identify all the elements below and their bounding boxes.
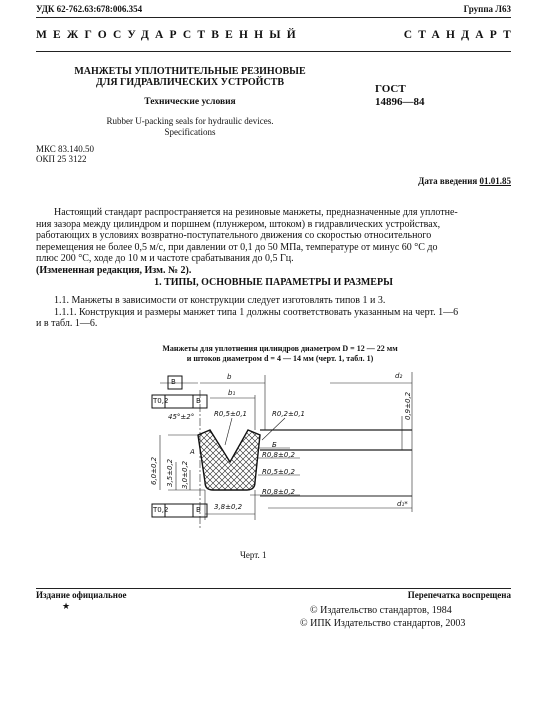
footer-rule <box>36 588 511 589</box>
radius-5: R0,8±0,2 <box>262 488 295 496</box>
revision-note: (Измененная редакция, Изм. № 2). <box>36 264 192 276</box>
dim-3-0: 3,0±0,2 <box>181 460 189 489</box>
seal-profile <box>198 430 260 490</box>
figure-caption-line-2: и штоков диаметром d = 4 — 14 мм (черт. 1, табл. 1) <box>186 353 374 363</box>
radius-3: R0,8±0,2 <box>262 451 295 459</box>
clause-1-1-text: 1.1. Манжеты в зависимости от конструкции следует изготовлять типов 1 и 3. <box>54 295 386 306</box>
intro-date-label: Дата введения <box>418 176 478 186</box>
section-a: A <box>190 448 195 456</box>
banner-right: СТАНДАРТ <box>403 29 517 41</box>
dim-b1: b₁ <box>228 389 236 397</box>
tolerance-top: T0,2 <box>153 397 169 405</box>
dim-3-5: 3,5±0,2 <box>166 458 174 487</box>
mks-code: МКС 83.140.50 <box>36 144 95 154</box>
dim-d2: d₂ <box>395 372 403 380</box>
dim-0-9: 0,9±0,2 <box>404 391 412 420</box>
radius-2: R0,2±0,1 <box>272 410 305 418</box>
dim-6-0: 6,0±0,2 <box>150 456 158 485</box>
tolerance-bottom-datum: B <box>196 506 201 514</box>
subtitle: Технические условия <box>144 97 236 107</box>
copyright-2003: © ИПК Издательство стандартов, 2003 <box>300 618 466 629</box>
gost-label: ГОСТ <box>375 83 406 95</box>
radius-1: R0,5±0,1 <box>214 410 247 418</box>
udk-code: УДК 62-762.63:678:006.354 <box>36 4 143 14</box>
dim-3-8: 3,8±0,2 <box>214 503 243 511</box>
scope-line-4: перемещения не более 0,5 м/с, при давлении от 0,1 до 50 МПа, температуре от минус 60 °С до <box>36 241 438 253</box>
okp-code: ОКП 25 3122 <box>36 154 87 164</box>
title-line-1: МАНЖЕТЫ УПЛОТНИТЕЛЬНЫЕ РЕЗИНОВЫЕ <box>74 66 306 77</box>
angle-label: 45°±2° <box>168 413 195 421</box>
scope-line-1: Настоящий стандарт распространяется на резиновые манжеты, предназначенные для уплотне- <box>54 207 458 218</box>
gost-number: 14896—84 <box>375 96 425 108</box>
scope-line-3: работающих в условиях возвратно-поступательного движения со скоростью относительного <box>36 230 432 241</box>
english-line-2: Specifications <box>164 126 216 137</box>
figure-caption-line-1: Манжеты для уплотнения цилиндров диаметром D = 12 — 22 мм <box>162 344 398 353</box>
intro-date-value: 01.01.85 <box>479 176 511 186</box>
section-heading: 1. ТИПЫ, ОСНОВНЫЕ ПАРАМЕТРЫ И РАЗМЕРЫ <box>154 277 393 288</box>
group-code: Группа Л63 <box>463 4 511 14</box>
scope-line-5: плюс 200 °С, ходе до 10 м и частоте срабатывания до 0,5 Гц. <box>36 253 294 264</box>
figure-label: Черт. 1 <box>240 550 267 560</box>
title-line-2: ДЛЯ ГИДРАВЛИЧЕСКИХ УСТРОЙСТВ <box>95 77 285 88</box>
dim-d1: d₁* <box>397 500 408 508</box>
datum-b-top: B <box>171 378 176 386</box>
scope-line-2: ния зазора между цилиндром и поршнем (плунжером, штоком) в гидравлических устройствах, <box>36 218 441 230</box>
english-line-1: Rubber U-packing seals for hydraulic devices. <box>106 116 274 126</box>
tolerance-top-datum: B <box>196 397 201 405</box>
dim-b: b <box>227 373 232 381</box>
star-mark: ★ <box>62 601 71 611</box>
copyright-1984: © Издательство стандартов, 1984 <box>310 605 452 616</box>
radius-4: R0,5±0,2 <box>262 468 295 476</box>
section-b: Б <box>272 441 277 449</box>
clause-1-1-1-line-2: и в табл. 1—6. <box>36 318 98 329</box>
banner-left: МЕЖГОСУДАРСТВЕННЫЙ <box>36 29 302 41</box>
clause-1-1-1-line-1: 1.1.1. Конструкция и размеры манжет типа 1 должны соответствовать указанным на черт. 1—6 <box>54 306 459 318</box>
reprint-notice: Перепечатка воспрещена <box>407 590 511 600</box>
tolerance-bottom: T0,2 <box>153 506 169 514</box>
official-edition: Издание официальное <box>36 590 127 600</box>
